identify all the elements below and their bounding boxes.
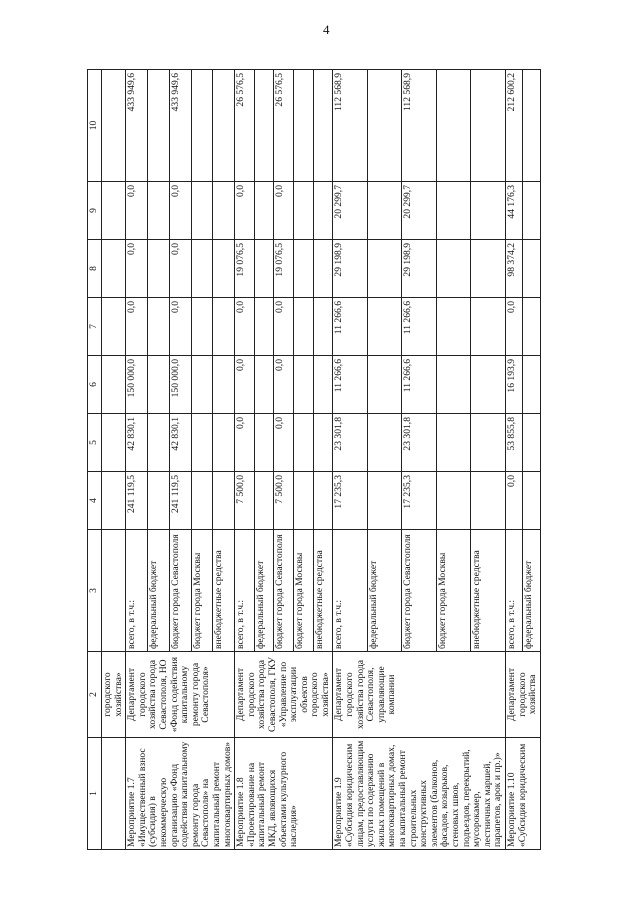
value-cell: [471, 472, 506, 530]
value-cell: 0,0: [235, 182, 255, 240]
program-measures-table: [87, 69, 541, 850]
value-cell: 42 830,1: [126, 414, 148, 472]
value-cell: 98 374,2: [505, 240, 522, 298]
column-header: 8: [88, 240, 102, 298]
value-cell: [313, 182, 333, 240]
table-row: [333, 70, 368, 850]
value-cell: [367, 298, 402, 356]
source-cell: бюджет города Севастополя: [402, 530, 437, 652]
responsible-cell: Департамент городского хозяйства: [505, 652, 540, 738]
column-header: 2: [88, 652, 102, 738]
value-cell: [213, 70, 235, 182]
value-cell: 0,0: [505, 298, 522, 356]
value-cell: 212 600,2: [505, 70, 522, 182]
value-cell: 42 830,1: [169, 414, 191, 472]
value-cell: 150 000,0: [169, 356, 191, 414]
value-cell: 0,0: [126, 240, 148, 298]
value-cell: [254, 70, 274, 182]
value-cell: [367, 356, 402, 414]
value-cell: 241 119,5: [126, 472, 148, 530]
value-cell: [191, 414, 213, 472]
value-cell: 19 076,5: [235, 240, 255, 298]
value-cell: 11 266,6: [402, 298, 437, 356]
value-cell: [294, 240, 314, 298]
measure-cell: Мероприятие 1.10 «Субсидия юридическим: [505, 738, 540, 850]
source-cell: федеральный бюджет: [367, 530, 402, 652]
value-cell: [313, 70, 333, 182]
measure-cell: Мероприятие 1.7 «Имущественный взнос (субсидия) в некоммерческую организацию «Фонд содействия капитальному ремонту города Севастополя» на капитальный ремонт многоквартирных домов»: [126, 738, 235, 850]
value-cell: 23 301,8: [333, 414, 368, 472]
value-cell: [254, 298, 274, 356]
value-cell: [471, 356, 506, 414]
value-cell: [294, 414, 314, 472]
table-row: [126, 70, 148, 850]
value-cell: [254, 356, 274, 414]
value-cell: [254, 472, 274, 530]
value-cell: 0,0: [126, 182, 148, 240]
value-cell: [471, 298, 506, 356]
value-cell: [147, 182, 169, 240]
column-header: 9: [88, 182, 102, 240]
value-cell: [313, 356, 333, 414]
value-cell: 0,0: [126, 298, 148, 356]
value-cell: [213, 356, 235, 414]
value-cell: [147, 472, 169, 530]
value-cell: [523, 240, 540, 298]
value-cell: 17 235,3: [333, 472, 368, 530]
source-cell: всего, в т.ч.:: [126, 530, 148, 652]
value-cell: [191, 70, 213, 182]
value-cell: [147, 356, 169, 414]
value-cell: [367, 240, 402, 298]
value-cell: [367, 472, 402, 530]
value-cell: 23 301,8: [402, 414, 437, 472]
value-cell: 44 176,3: [505, 182, 522, 240]
source-cell: внебюджетные средства: [471, 530, 506, 652]
value-cell: [191, 240, 213, 298]
value-cell: 433 949,6: [169, 70, 191, 182]
column-header: 4: [88, 472, 102, 530]
value-cell: [523, 182, 540, 240]
source-cell: бюджет города Москвы: [436, 530, 471, 652]
value-cell: 29 198,9: [402, 240, 437, 298]
table-row: [505, 70, 522, 850]
source-cell: всего, в т.ч.:: [235, 530, 255, 652]
column-header: 1: [88, 738, 102, 850]
value-cell: [254, 414, 274, 472]
source-cell: всего, в т.ч.:: [333, 530, 368, 652]
value-cell: 26 576,5: [274, 70, 294, 182]
column-number-row: [88, 70, 102, 850]
value-cell: [367, 182, 402, 240]
value-cell: [436, 70, 471, 182]
value-cell: 0,0: [505, 472, 522, 530]
source-cell: федеральный бюджет: [147, 530, 169, 652]
value-cell: [523, 70, 540, 182]
column-header: 10: [88, 70, 102, 182]
value-cell: 11 266,6: [333, 298, 368, 356]
value-cell: 20 299,7: [402, 182, 437, 240]
value-cell: 0,0: [274, 356, 294, 414]
value-cell: 0,0: [169, 240, 191, 298]
value-cell: 7 500,0: [274, 472, 294, 530]
value-cell: [213, 472, 235, 530]
value-cell: [436, 414, 471, 472]
source-cell: бюджет города Москвы: [294, 530, 314, 652]
rotated-page-content: [87, 70, 607, 850]
value-cell: [313, 472, 333, 530]
value-cell: [254, 182, 274, 240]
value-cell: [313, 298, 333, 356]
value-cell: [102, 70, 126, 182]
value-cell: [147, 240, 169, 298]
value-cell: 0,0: [169, 182, 191, 240]
value-cell: [213, 182, 235, 240]
value-cell: [191, 182, 213, 240]
value-cell: [191, 298, 213, 356]
value-cell: 17 235,3: [402, 472, 437, 530]
value-cell: [102, 298, 126, 356]
source-cell: всего, в т.ч.:: [505, 530, 522, 652]
value-cell: [294, 70, 314, 182]
value-cell: [294, 472, 314, 530]
responsible-cell: Департамент городского хозяйства города Севастополя, управляющие компании: [333, 652, 506, 738]
value-cell: [436, 356, 471, 414]
source-cell: федеральный бюджет: [523, 530, 540, 652]
value-cell: [436, 298, 471, 356]
source-cell: внебюджетные средства: [213, 530, 235, 652]
value-cell: [213, 240, 235, 298]
value-cell: 26 576,5: [235, 70, 255, 182]
value-cell: [102, 472, 126, 530]
value-cell: [367, 70, 402, 182]
measure-cell: Мероприятие 1.9 «Субсидия юридическим лицам, предоставляющим услуги по содержанию жилых помещений в многоквартирных домах, на капитальный ремонт строительных конструктивных элементов (балконов, фасадов, козырьков, стеновых швов, подъездов, перекрытий, мусорокамер, лестничных маршей, парапетов, арок и пр.)»: [333, 738, 506, 850]
value-cell: [147, 298, 169, 356]
value-cell: [523, 356, 540, 414]
value-cell: [102, 414, 126, 472]
value-cell: [471, 182, 506, 240]
value-cell: [147, 70, 169, 182]
value-cell: [191, 472, 213, 530]
source-cell: бюджет города Севастополя: [169, 530, 191, 652]
column-header: 3: [88, 530, 102, 652]
value-cell: [436, 240, 471, 298]
value-cell: 53 855,8: [505, 414, 522, 472]
value-cell: [471, 70, 506, 182]
value-cell: [471, 240, 506, 298]
value-cell: 112 568,9: [402, 70, 437, 182]
source-cell: бюджет города Севастополя: [274, 530, 294, 652]
value-cell: [294, 356, 314, 414]
source-cell: федеральный бюджет: [254, 530, 274, 652]
source-cell: бюджет города Москвы: [191, 530, 213, 652]
column-header: 7: [88, 298, 102, 356]
value-cell: 29 198,9: [333, 240, 368, 298]
value-cell: [523, 414, 540, 472]
value-cell: 0,0: [274, 182, 294, 240]
value-cell: [294, 182, 314, 240]
value-cell: 112 568,9: [333, 70, 368, 182]
table-rotation-frame: [87, 70, 607, 850]
value-cell: [254, 240, 274, 298]
value-cell: [102, 182, 126, 240]
responsible-cell: городского хозяйства»: [102, 652, 126, 738]
measure-cell: [102, 738, 126, 850]
column-header: 6: [88, 356, 102, 414]
value-cell: 20 299,7: [333, 182, 368, 240]
value-cell: [313, 414, 333, 472]
value-cell: [313, 240, 333, 298]
value-cell: [213, 298, 235, 356]
table-row: [235, 70, 255, 850]
value-cell: [523, 298, 540, 356]
value-cell: 150 000,0: [126, 356, 148, 414]
source-cell: внебюджетные средства: [313, 530, 333, 652]
value-cell: 433 949,6: [126, 70, 148, 182]
value-cell: [294, 298, 314, 356]
value-cell: [367, 414, 402, 472]
value-cell: [436, 182, 471, 240]
value-cell: [436, 472, 471, 530]
value-cell: [102, 240, 126, 298]
column-header: 5: [88, 414, 102, 472]
responsible-cell: Департамент городского хозяйства города Севастополя, НО «Фонд содействия капитальному ремонту города Севастополя»: [126, 652, 235, 738]
value-cell: 11 266,6: [402, 356, 437, 414]
measure-cell: Мероприятие 1.8 «Проектирование на капитальный ремонт МКД, являющихся объектами культурного наследия»: [235, 738, 333, 850]
source-cell: [102, 530, 126, 652]
value-cell: 16 193,9: [505, 356, 522, 414]
value-cell: [147, 414, 169, 472]
value-cell: [523, 472, 540, 530]
value-cell: [213, 414, 235, 472]
value-cell: [191, 356, 213, 414]
value-cell: [102, 356, 126, 414]
value-cell: 7 500,0: [235, 472, 255, 530]
value-cell: 0,0: [274, 298, 294, 356]
value-cell: 241 119,5: [169, 472, 191, 530]
value-cell: 0,0: [235, 356, 255, 414]
responsible-cell: Департамент городского хозяйства города Севастополя, ГКУ «Управление по эксплуатации объектов городского хозяйства»: [235, 652, 333, 738]
value-cell: [471, 414, 506, 472]
value-cell: 0,0: [169, 298, 191, 356]
value-cell: 0,0: [274, 414, 294, 472]
carry-over-row: [102, 70, 126, 850]
value-cell: 0,0: [235, 298, 255, 356]
page-number: 4: [323, 22, 330, 37]
value-cell: 11 266,6: [333, 356, 368, 414]
value-cell: 19 076,5: [274, 240, 294, 298]
value-cell: 0,0: [235, 414, 255, 472]
